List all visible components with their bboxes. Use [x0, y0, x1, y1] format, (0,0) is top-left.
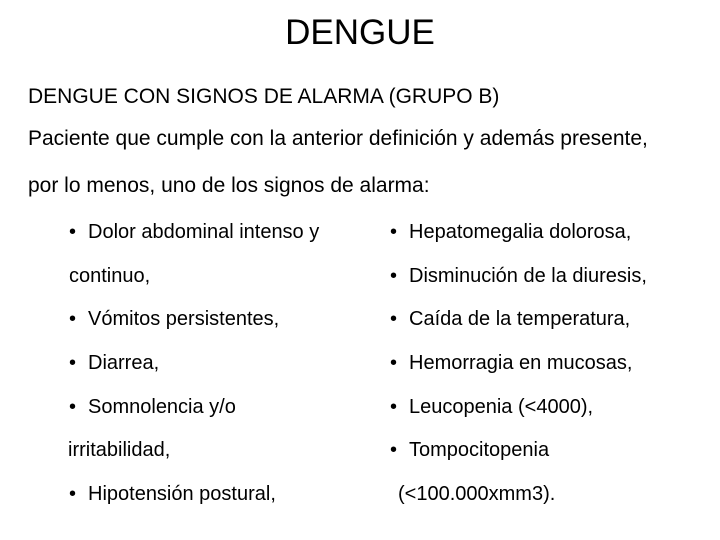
list-item-text: Leucopenia (<4000), — [409, 395, 594, 418]
list-item-text: continuo, — [69, 264, 151, 287]
bullet-icon: • — [390, 439, 398, 462]
list-item-text: Hemorragia en mucosas, — [409, 352, 633, 375]
bullet-icon: • — [390, 221, 398, 243]
list-item-continuation — [68, 437, 319, 481]
list-item — [69, 219, 319, 263]
list-item-text: Disminución de la diuresis, — [409, 264, 647, 287]
intro-line-2: por lo menos, uno de los signos de alarma: — [28, 174, 430, 197]
section-subtitle: DENGUE CON SIGNOS DE ALARMA (GRUPO B) — [28, 85, 500, 108]
list-item-continuation — [0, 263, 319, 307]
list-item-text: Hipotensión postural, — [88, 483, 276, 506]
list-item-text: irritabilidad, — [68, 439, 171, 462]
list-item-text: (<100.000xmm3). — [398, 483, 556, 506]
bullet-icon: • — [390, 264, 398, 287]
list-item-text: Tompocitopenia — [409, 439, 550, 462]
list-item-text: Hepatomegalia dolorosa, — [409, 221, 632, 243]
list-item — [390, 263, 647, 307]
list-item-text: Caída de la temperatura, — [409, 308, 631, 331]
bullet-icon: • — [69, 352, 77, 375]
bullet-icon: • — [69, 308, 77, 331]
bullet-icon: • — [69, 221, 77, 243]
bullet-icon: • — [390, 352, 398, 375]
list-item-text: Dolor abdominal intenso y — [88, 221, 320, 243]
list-item-text: Vómitos persistentes, — [88, 308, 280, 331]
warning-signs-left-column — [69, 219, 319, 525]
list-item-continuation — [390, 481, 647, 525]
list-item — [69, 394, 319, 438]
bullet-icon: • — [390, 395, 398, 418]
list-item-text: Somnolencia y/o — [88, 395, 236, 418]
bullet-icon: • — [69, 483, 77, 506]
list-item — [69, 481, 319, 525]
bullet-icon: • — [390, 308, 398, 331]
slide-title: DENGUE — [285, 13, 435, 52]
list-item-text: Diarrea, — [88, 352, 160, 375]
intro-line-1: Paciente que cumple con la anterior definición y además presente, — [28, 127, 648, 150]
list-item — [390, 350, 647, 394]
list-item — [69, 306, 319, 350]
list-item — [390, 394, 647, 438]
list-item — [390, 306, 647, 350]
list-item — [390, 437, 647, 481]
warning-signs-right-column — [390, 219, 647, 525]
list-item — [69, 350, 319, 394]
list-item — [390, 219, 647, 263]
bullet-icon: • — [69, 395, 77, 418]
